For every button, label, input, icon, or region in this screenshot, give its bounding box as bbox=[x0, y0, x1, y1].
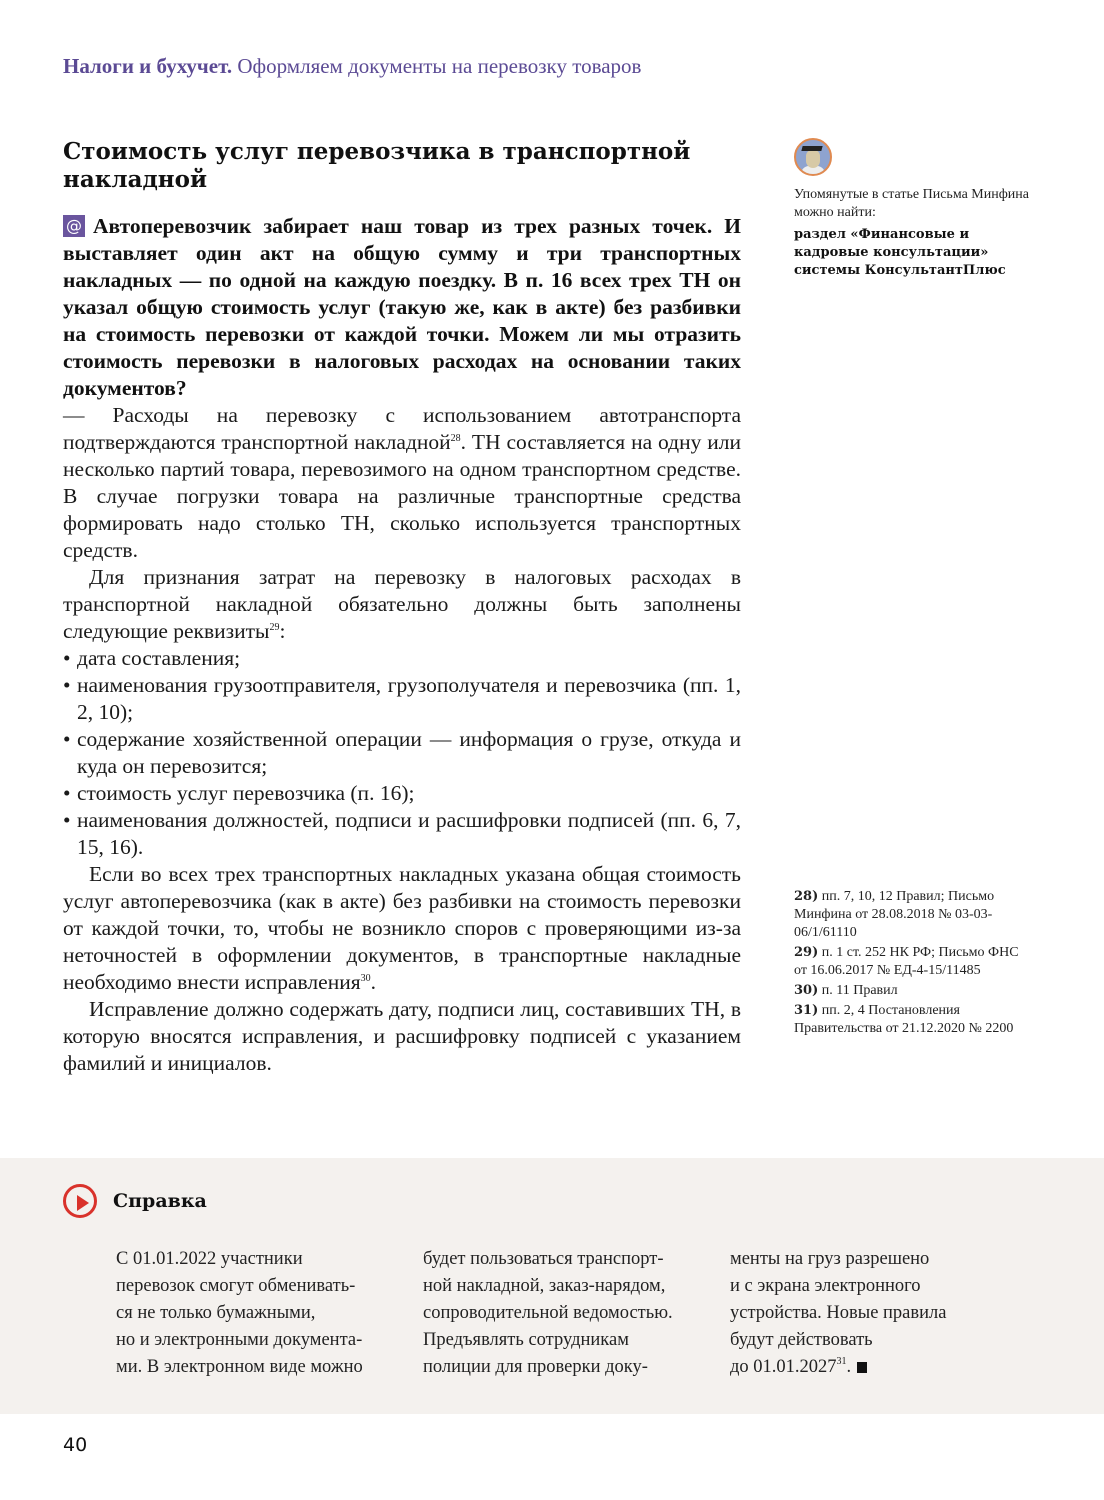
text-line: устройства. Новые правила bbox=[730, 1303, 947, 1323]
footnote-number: 31) bbox=[794, 1003, 819, 1018]
text-fragment: до 01.01.2027 bbox=[730, 1357, 837, 1377]
text-fragment: . bbox=[846, 1357, 852, 1377]
page-number: 40 bbox=[63, 1434, 88, 1456]
footnote-number: 30) bbox=[794, 983, 819, 998]
text-line: менты на груз разрешено bbox=[730, 1249, 930, 1269]
text-line: ной накладной, заказ-нарядом, bbox=[423, 1276, 666, 1296]
list-item: • стоимость услуг перевозчика (п. 16); bbox=[63, 780, 741, 807]
text-line: но и электронными документа- bbox=[116, 1330, 363, 1350]
footnotes bbox=[794, 888, 1034, 1040]
reference-box-title: Справка bbox=[113, 1190, 207, 1212]
footnote-text: пп. 7, 10, 12 Правил; Письмо Минфина от 28.08.2018 № 03-03-06/1/61110 bbox=[794, 889, 995, 940]
footnote-ref-29[interactable]: 29 bbox=[269, 622, 280, 633]
sidebar-note-source: раздел «Финансовые и кадровые консультации» системы КонсультантПлюс bbox=[794, 227, 1006, 278]
professor-avatar-icon bbox=[794, 138, 832, 176]
reference-column-1 bbox=[116, 1246, 402, 1381]
answer-text: — Расходы на перевозку с использованием автотранспорта подтверждаются транспортной накладной bbox=[63, 403, 741, 454]
question bbox=[63, 213, 741, 402]
reference-column-3 bbox=[730, 1246, 1016, 1381]
footnote-text: п. 1 ст. 252 НК РФ; Письмо ФНС от 16.06.2017 № ЕД-4-15/11485 bbox=[794, 945, 1019, 978]
answer-paragraph-1 bbox=[63, 402, 741, 564]
paragraph-3 bbox=[63, 861, 741, 996]
sidebar bbox=[794, 138, 1034, 280]
paragraph-4: Исправление должно содержать дату, подписи лиц, составивших ТН, в которую вносятся исправления, и расшифровку подписей с указанием фамилий и инициалов. bbox=[63, 997, 741, 1075]
text-line: и с экрана электронного bbox=[730, 1276, 921, 1296]
paragraph-2 bbox=[63, 564, 741, 645]
footnote-number: 28) bbox=[794, 889, 819, 904]
end-of-article-mark bbox=[857, 1362, 867, 1373]
reference-box-header bbox=[63, 1184, 207, 1218]
text-line: перевозок смогут обменивать- bbox=[116, 1276, 356, 1296]
running-head-section: Налоги и бухучет. bbox=[63, 54, 233, 78]
footnote-30 bbox=[794, 982, 1034, 1000]
paragraph-text: Для признания затрат на перевозку в налоговых расходах в транспортной накладной обязательно должны быть заполнены следующие реквизиты bbox=[63, 565, 741, 643]
footnote-text: п. 11 Правил bbox=[821, 983, 898, 998]
text-line: будут действовать bbox=[730, 1330, 873, 1350]
text-line: полиции для проверки доку- bbox=[423, 1357, 648, 1377]
text-line: Предъявлять сотрудникам bbox=[423, 1330, 629, 1350]
running-head-topic: Оформляем документы на перевозку товаров bbox=[237, 54, 642, 78]
footnote-ref-28[interactable]: 28 bbox=[450, 433, 461, 444]
footnote-28 bbox=[794, 888, 1034, 942]
text-line bbox=[730, 1354, 1016, 1381]
footnote-31 bbox=[794, 1002, 1034, 1038]
text-line: будет пользоваться транспорт- bbox=[423, 1249, 664, 1269]
reference-column-2 bbox=[423, 1246, 709, 1381]
sidebar-note: Упомянутые в статье Письма Минфина можно найти: bbox=[794, 187, 1029, 220]
footnote-number: 29) bbox=[794, 945, 819, 960]
requirements-list bbox=[63, 645, 741, 861]
reference-box bbox=[0, 1158, 1104, 1414]
list-item: • содержание хозяйственной операции — информация о грузе, откуда и куда он перевозится; bbox=[63, 726, 741, 780]
running-head bbox=[63, 54, 641, 79]
paragraph-text: . bbox=[370, 970, 376, 994]
reference-box-columns bbox=[116, 1246, 1037, 1381]
text-line: С 01.01.2022 участники bbox=[116, 1249, 303, 1269]
answer-text: . ТН составляется на одну или несколько партий товара, перевозимого на одном транспортном средстве. В случае погрузки товара на различные транспортные средства формировать надо столько ТН, сколько используется транспортных средств. bbox=[63, 430, 742, 562]
footnote-ref-31[interactable]: 31 bbox=[836, 1356, 847, 1367]
footnote-ref-30[interactable]: 30 bbox=[360, 973, 371, 984]
at-sign-icon: @ bbox=[63, 215, 85, 237]
footnote-29 bbox=[794, 944, 1034, 980]
list-item: • наименования должностей, подписи и расшифровки подписей (пп. 6, 7, 15, 16). bbox=[63, 807, 741, 861]
text-line: сопроводительной ведомостью. bbox=[423, 1303, 673, 1323]
paragraph-text: : bbox=[279, 619, 286, 643]
article bbox=[63, 138, 741, 1077]
footnote-text: пп. 2, 4 Постановления Правительства от 21.12.2020 № 2200 bbox=[794, 1003, 1014, 1036]
play-circle-icon bbox=[63, 1184, 97, 1218]
list-item: • дата составления; bbox=[63, 645, 741, 672]
text-line: ся не только бумажными, bbox=[116, 1303, 316, 1323]
list-item: • наименования грузоотправителя, грузополучателя и перевозчика (пп. 1, 2, 10); bbox=[63, 672, 741, 726]
article-title: Стоимость услуг перевозчика в транспортной накладной bbox=[63, 138, 691, 193]
question-text: Автоперевозчик забирает наш товар из трех разных точек. И выставляет один акт на общую сумму и три транспортных накладных — по одной на каждую поездку. В п. 16 всех трех ТН он указал общую стоимость услуг (такую же, как в акте) без разбивки на стоимость перевозки от каждой точки. Можем ли мы отразить стоимость перевозки в налоговых расходах на основании таких документов? bbox=[63, 214, 741, 400]
text-line: ми. В электронном виде можно bbox=[116, 1357, 363, 1377]
paragraph-text: Если во всех трех транспортных накладных указана общая стоимость услуг автоперевозчика (как в акте) без разбивки на стоимость перевозки от каждой точки, то, чтобы не возникло споров с проверяющими из-за неточностей в оформлении документов, в транспортные накладные необходимо внести исправления bbox=[63, 862, 741, 994]
